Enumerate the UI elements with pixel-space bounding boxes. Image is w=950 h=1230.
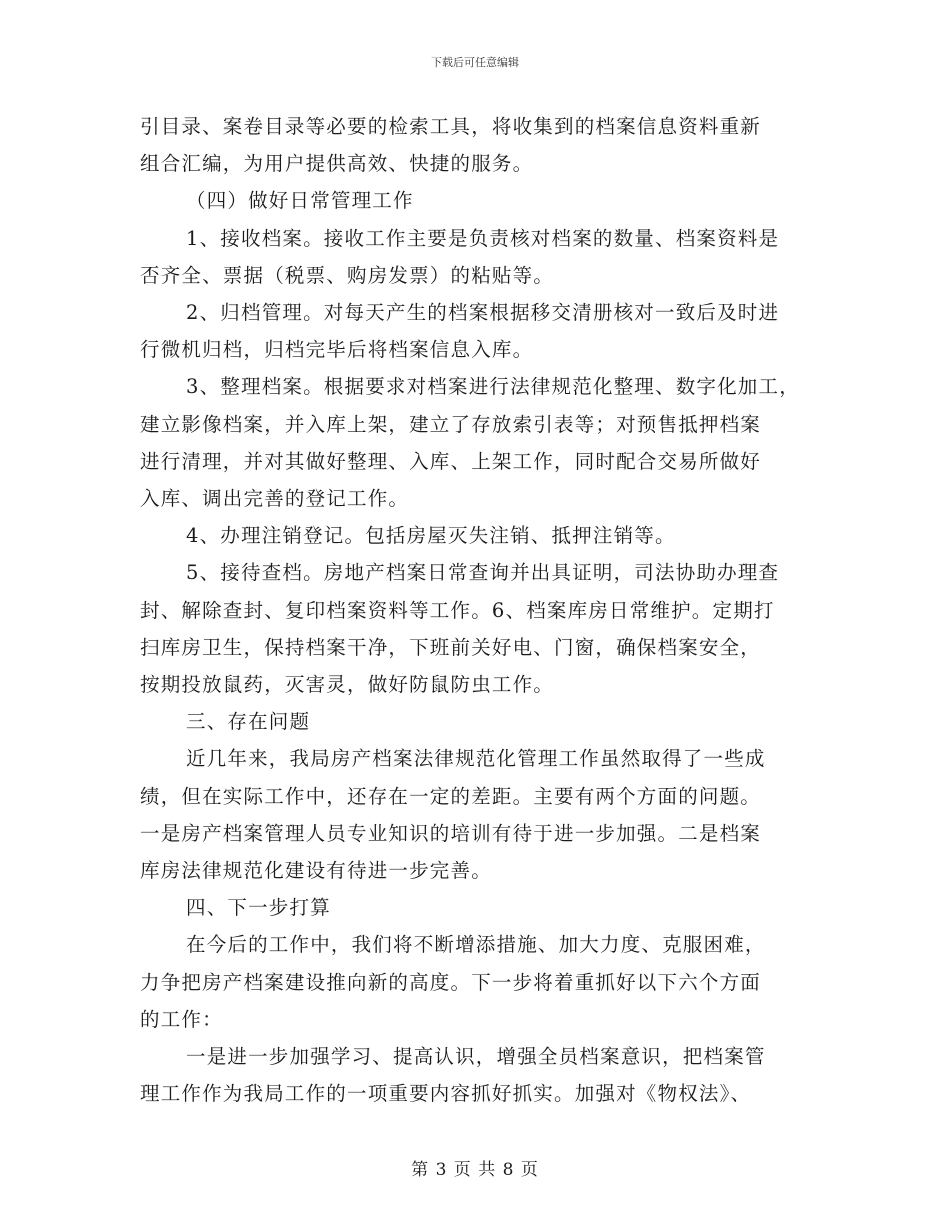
body-line: 组合汇编，为用户提供高效、快捷的服务。 (140, 152, 534, 176)
page-header-note: 下载后可任意编辑 (431, 56, 519, 69)
body-line: 在今后的工作中，我们将不断增添措施、加大力度、克服困难， (186, 933, 766, 957)
body-line: 入库、调出完善的登记工作。 (140, 487, 410, 511)
body-line: 行微机归档，归档完毕后将档案信息入库。 (140, 338, 534, 362)
body-line: 三、存在问题 (186, 710, 311, 734)
body-line: 4、办理注销登记。包括房屋灭失注销、抵押注销等。 (186, 524, 676, 548)
body-line: 库房法律规范化建设有待进一步完善。 (140, 859, 492, 883)
body-line: 1、接收档案。接收工作主要是负责核对档案的数量、档案资料是 (186, 226, 780, 250)
body-line: 3、整理档案。根据要求对档案进行法律规范化整理、数字化加工， (186, 375, 800, 399)
body-line: 封、解除查封、复印档案资料等工作。6、档案库房日常维护。定期打 (140, 598, 775, 622)
body-line: 建立影像档案，并入库上架，建立了存放索引表等；对预售抵押档案 (140, 412, 762, 436)
body-line: 理工作作为我局工作的一项重要内容抓好抓实。加强对《物权法》、 (140, 1082, 752, 1106)
body-line: 进行清理，并对其做好整理、入库、上架工作，同时配合交易所做好 (140, 449, 762, 473)
body-line: 绩，但在实际工作中，还存在一定的差距。主要有两个方面的问题。 (140, 784, 762, 808)
body-line: 否齐全、票据（税票、购房发票）的粘贴等。 (140, 263, 555, 287)
body-line: （四）做好日常管理工作 (186, 189, 414, 213)
body-line: 的工作： (140, 1007, 223, 1031)
body-line: 四、下一步打算 (186, 896, 331, 920)
page-number-footer: 第 3 页 共 8 页 (411, 1160, 539, 1180)
body-line: 引目录、案卷目录等必要的检索工具，将收集到的档案信息资料重新 (140, 115, 762, 138)
body-line: 按期投放鼠药，灭害灵，做好防鼠防虫工作。 (140, 673, 555, 697)
body-line: 2、归档管理。对每天产生的档案根据移交清册核对一致后及时进 (186, 301, 780, 325)
body-line: 力争把房产档案建设推向新的高度。下一步将着重抓好以下六个方面 (140, 970, 762, 994)
body-line: 一是房产档案管理人员专业知识的培训有待于进一步加强。二是档案 (140, 821, 762, 845)
body-line: 一是进一步加强学习、提高认识，增强全员档案意识，把档案管 (186, 1045, 766, 1069)
body-line: 扫库房卫生，保持档案干净，下班前关好电、门窗，确保档案安全， (140, 635, 762, 659)
body-line: 近几年来，我局房产档案法律规范化管理工作虽然取得了一些成 (186, 747, 766, 771)
body-line: 5、接待查档。房地产档案日常查询并出具证明，司法协助办理查 (186, 561, 780, 585)
document-body (140, 108, 820, 1112)
